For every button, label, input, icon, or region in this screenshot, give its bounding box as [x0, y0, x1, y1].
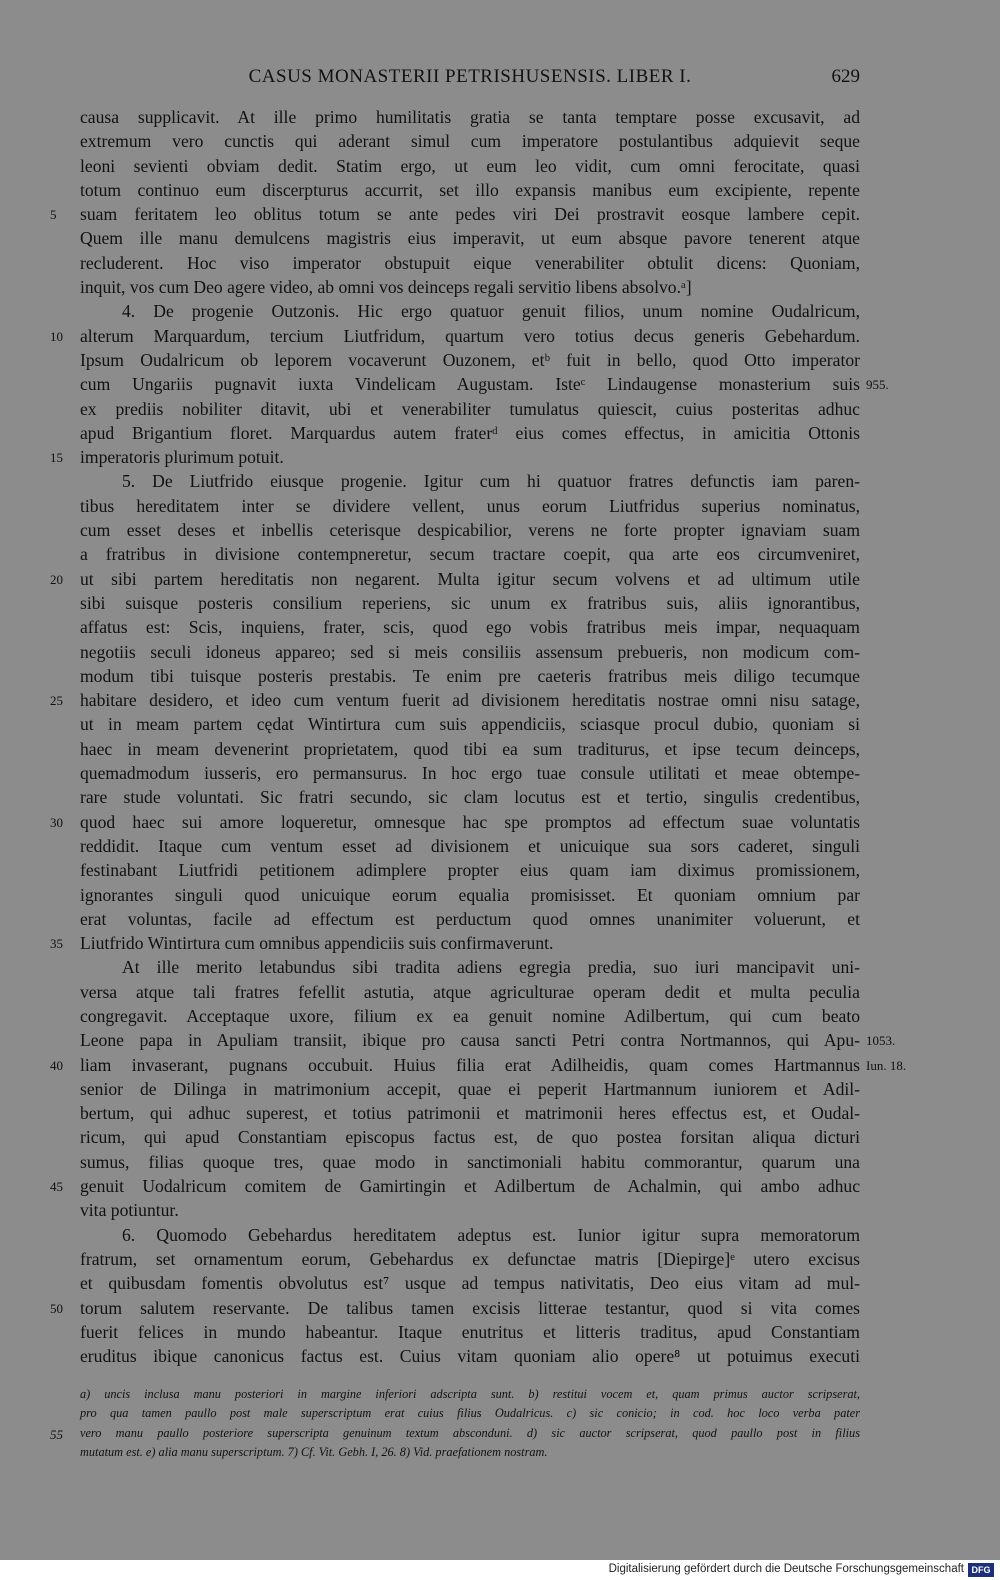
- line-text: haec in meam devenerint proprietatem, quod tibi ea sum traditurus, et ipse tecum deinceps,: [80, 738, 860, 759]
- text-line: [80, 154, 860, 178]
- text-line: [80, 712, 860, 736]
- margin-date: 1053.: [866, 1033, 896, 1049]
- line-text: inquit, vos cum Deo agere video, ab omni vos deinceps regali servitio libens absolvo.ᵃ]: [80, 277, 692, 298]
- line-number: 5: [50, 207, 57, 223]
- text-line: [50, 567, 860, 591]
- text-line: [50, 324, 860, 348]
- text-line: [80, 858, 860, 882]
- line-number: 30: [50, 814, 63, 830]
- page-number: 629: [831, 66, 860, 87]
- line-text: negotiis seculi idoneus appareo; sed si meis consiliis assensum prebueris, non modicum com-: [80, 641, 860, 662]
- text-line: [80, 1223, 860, 1247]
- line-number: 15: [50, 450, 63, 466]
- text-line: [80, 372, 889, 396]
- running-header: [80, 66, 860, 94]
- text-line: [80, 1320, 860, 1344]
- line-text: tibus hereditatem inter se dividere vellent, unus eorum Liutfridus superius nominatus,: [80, 495, 860, 516]
- text-line: [80, 105, 860, 129]
- line-text: cum esset deses et inbellis ceterisque despicabilior, verens ne forte propter ignaviam suam: [80, 520, 860, 541]
- text-line: [80, 1077, 860, 1101]
- footnotes: [50, 1385, 860, 1463]
- text-line: [80, 494, 860, 518]
- line-text: et quibusdam fomentis obvolutus est⁷ usque ad tempus nativitatis, Deo eius vitam ad mul-: [80, 1273, 860, 1294]
- line-number: 25: [50, 693, 63, 709]
- text-line: [80, 226, 860, 250]
- digitization-footer: [0, 1560, 1000, 1580]
- line-text: quod haec sui amore loqueretur, omnesque hac spe promptos ad effectum suae voluntatis: [80, 811, 860, 832]
- line-text: torum salutem reservante. De talibus tamen excisis litterae testantur, quod si vita comes: [80, 1297, 860, 1318]
- line-text: cum Ungariis pugnavit iuxta Vindelicam Augustam. Isteᶜ Lindaugense monasterium suis: [80, 374, 860, 395]
- line-text: causa supplicavit. At ille primo humilitatis gratia se tanta temptare posse excusavit, ad: [80, 107, 860, 127]
- line-text: modum tibi tuisque posteris prestabis. Te enim pre caeteris fratribus meis diligo tecumque: [80, 665, 860, 686]
- line-text: congregavit. Acceptaque uxore, filium ex ea genuit nomine Adilbertum, qui cum beato: [80, 1005, 860, 1026]
- line-text: fratrum, set ornamentum eorum, Gebehardus ex defunctae matris [Diepirge]ᵉ utero excisus: [80, 1248, 860, 1269]
- text-line: [80, 761, 860, 785]
- text-line: [80, 907, 860, 931]
- line-text: habitare desidero, et ideo cum ventum fuerit ad divisionem hereditatis nostrae omni nisu satage,: [80, 690, 860, 711]
- line-text: 5. De Liutfrido eiusque progenie. Igitur cum hi quatuor fratres defunctis iam paren-: [122, 471, 860, 492]
- text-line: [80, 1344, 860, 1368]
- line-text: fuerit felices in mundo habeantur. Itaque enutritus et litteris traditus, apud Constantiam: [80, 1321, 860, 1342]
- dfg-credit: Digitalisierung gefördert durch die Deutsche Forschungsgemeinschaft: [608, 1563, 964, 1575]
- running-title: CASUS MONASTERII PETRISHUSENSIS. LIBER I.: [248, 66, 692, 87]
- main-text: [50, 105, 907, 1368]
- text-line: [50, 931, 860, 955]
- line-text: mutatum est. e) alia manu superscriptum. 7) Cf. Vit. Gebh. I, 26. 8) Vid. praefationem nostram.: [80, 1445, 548, 1460]
- text-line: [50, 202, 860, 226]
- footnote-line: [80, 1443, 860, 1462]
- text-line: [50, 445, 860, 469]
- text-line: [80, 1198, 860, 1222]
- line-text: extremum vero cunctis qui aderant simul cum imperatore postulantibus adquievit seque: [80, 131, 860, 152]
- line-text: versa atque tali fratres fefellit astutia, atque agriculturae operam dedit et multa peculia: [80, 981, 860, 1002]
- text-line: [80, 1125, 860, 1149]
- line-text: 4. De progenie Outzonis. Hic ergo quatuor genuit filios, unum nomine Oudalricum,: [122, 301, 860, 322]
- line-number: 35: [50, 936, 63, 952]
- line-text: ut sibi partem hereditatis non negarent. Multa igitur secum volvens et ad ultimum utile: [80, 568, 860, 589]
- line-text: reddidit. Itaque cum ventum esset ad divisionem et unicuique sua sors caderet, singuli: [80, 835, 860, 856]
- text-line: [80, 421, 860, 445]
- line-text: genuit Uodalricum comitem de Gamirtingin et Adilbertum de Achalmin, qui ambo adhuc: [80, 1176, 860, 1197]
- text-line: [50, 1174, 860, 1198]
- text-line: [50, 810, 860, 834]
- text-line: [50, 1053, 907, 1077]
- line-number: 45: [50, 1179, 63, 1195]
- line-text: quemadmodum iusseris, ero permansurus. In hoc ergo tuae consule utilitati et meae obtempe-: [80, 763, 860, 784]
- text-line: [80, 640, 860, 664]
- text-line: [80, 542, 860, 566]
- line-text: ut in meam partem cędat Wintirtura cum suis appendiciis, sciasque procul dubio, quoniam si: [80, 714, 860, 735]
- footnote-line: [80, 1404, 860, 1423]
- text-line: [80, 1101, 860, 1125]
- line-text: totum continuo eum discerpturus accurrit, set illo expansis manibus eum excipiente, repente: [80, 179, 860, 200]
- text-line: [80, 980, 860, 1004]
- line-text: apud Brigantium floret. Marquardus autem fraterᵈ eius comes effectus, in amicitia Ottonis: [80, 422, 860, 443]
- line-text: senior de Dilinga in matrimonium accepit, quae ei peperit Hartmannum iuniorem et Adil-: [80, 1078, 860, 1099]
- line-text: 6. Quomodo Gebehardus hereditatem adeptus est. Iunior igitur supra memoratorum: [122, 1224, 860, 1245]
- footnote-line: [80, 1385, 860, 1404]
- text-line: [80, 591, 860, 615]
- text-line: [80, 275, 860, 299]
- line-number: 55: [50, 1426, 63, 1442]
- line-text: suam feritatem leo oblitus totum se ante pedes viri Dei prostravit eosque lambere cepit.: [80, 204, 860, 225]
- text-line: [80, 469, 860, 493]
- line-text: vero manu paullo posteriore superscripta genuinum textum absconduni. d) sic auctor scripserat, quod paullo post in filius: [80, 1425, 860, 1440]
- text-line: [50, 688, 860, 712]
- line-text: a) uncis inclusa manu posteriori in margine inferiori adscripta sunt. b) restitui vocem et, quam primus auctor scripserat,: [80, 1387, 860, 1401]
- line-text: At ille merito letabundus sibi tradita adiens egregia predia, suo iuri mancipavit uni-: [122, 957, 860, 978]
- text-line: [80, 834, 860, 858]
- line-text: ex prediis nobiliter ditavit, ubi et venerabiliter tumulatus quiescit, cuius posteritas adhuc: [80, 398, 860, 419]
- text-line: [80, 883, 860, 907]
- text-line: [80, 1028, 896, 1052]
- line-text: Leone papa in Apuliam transiit, ibique pro causa sancti Petri contra Nortmannos, qui Apu-: [80, 1030, 860, 1051]
- text-line: [80, 615, 860, 639]
- line-text: eruditus ibique canonicus factus est. Cuius vitam quoniam alio opere⁸ ut potuimus executi: [80, 1346, 860, 1367]
- line-text: Liutfrido Wintirtura cum omnibus appendiciis suis confirmaverunt.: [80, 933, 554, 954]
- line-text: ignorantes singuli quod unicuique eorum equalia promisisset. Et quoniam omnium par: [80, 884, 860, 905]
- text-line: [80, 178, 860, 202]
- line-text: liam invaserant, pugnans occubuit. Huius filia erat Adilheidis, quam comes Hartmannus: [80, 1054, 860, 1075]
- line-text: festinabant Liutfridi petitionem adimplere propter eius quam iam diximus promissionem,: [80, 860, 860, 881]
- line-text: sibi suisque posteris consilium reperiens, sic unum ex fratribus suis, aliis ignorantibus,: [80, 592, 860, 613]
- line-text: Quem ille manu demulcens magistris eius imperavit, ut eum absque pavore tenerent atque: [80, 228, 860, 249]
- line-text: ricum, qui apud Constantiam episcopus factus est, de quo postea forsitan aliqua dicturi: [80, 1127, 860, 1148]
- text-line: [80, 397, 860, 421]
- footnote-line: [50, 1424, 860, 1443]
- line-number: 10: [50, 328, 63, 344]
- line-text: a fratribus in divisione contempneretur, secum tractare coepit, qua arte eos circumveniret,: [80, 544, 860, 565]
- text-line: [80, 737, 860, 761]
- text-line: [80, 664, 860, 688]
- line-text: leoni sevienti obviam dedit. Statim ergo, ut eum leo vidit, cum omni ferocitate, quasi: [80, 155, 860, 176]
- margin-date: Iun. 18.: [866, 1057, 907, 1073]
- line-text: alterum Marquardum, tercium Liutfridum, quartum vero totius decus generis Gebehardum.: [80, 325, 860, 346]
- line-text: affatus est: Scis, inquiens, frater, scis, quod ego vobis fratribus meis impar, nequaquam: [80, 617, 860, 638]
- line-text: vita potiuntur.: [80, 1200, 179, 1221]
- text-line: [80, 299, 860, 323]
- text-line: [80, 251, 860, 275]
- line-text: recluderent. Hoc viso imperator obstupuit eique venerabiliter obtulit dicens: Quoniam,: [80, 252, 860, 273]
- line-text: sumus, filias quoque tres, quae modo in sanctimoniali habitu commorantur, quarum una: [80, 1151, 860, 1172]
- line-text: erat voluntas, facile ad effectum est perductum quod omnes unanimiter voluerunt, et: [80, 908, 860, 929]
- line-text: imperatoris plurimum potuit.: [80, 447, 284, 468]
- text-line: [50, 1296, 860, 1320]
- text-line: [80, 785, 860, 809]
- line-text: bertum, qui adhuc superest, et totius patrimonii et matrimonii heres effectus est, et Oudal-: [80, 1103, 860, 1124]
- text-line: [80, 1004, 860, 1028]
- text-line: [80, 1271, 860, 1295]
- text-line: [80, 518, 860, 542]
- line-number: 40: [50, 1057, 63, 1073]
- line-text: Ipsum Oudalricum ob leporem vocaverunt Ouzonem, etᵇ fuit in bello, quod Otto imperator: [80, 349, 860, 370]
- text-line: [80, 129, 860, 153]
- text-line: [80, 1150, 860, 1174]
- text-line: [80, 1247, 860, 1271]
- margin-date: 955.: [866, 377, 889, 393]
- line-number: 20: [50, 571, 63, 587]
- line-text: rare stude voluntati. Sic fratri secundo, sic clam locutus est et tertio, singulis credentibus,: [80, 787, 860, 808]
- line-number: 50: [50, 1300, 63, 1316]
- text-line: [80, 348, 860, 372]
- text-line: [80, 955, 860, 979]
- line-text: pro qua tamen paullo post male superscriptum erat cuius filius Oudalricus. c) sic conicio; in cod. hoc loco verba pater: [80, 1406, 860, 1421]
- dfg-logo: DFG: [968, 1563, 994, 1577]
